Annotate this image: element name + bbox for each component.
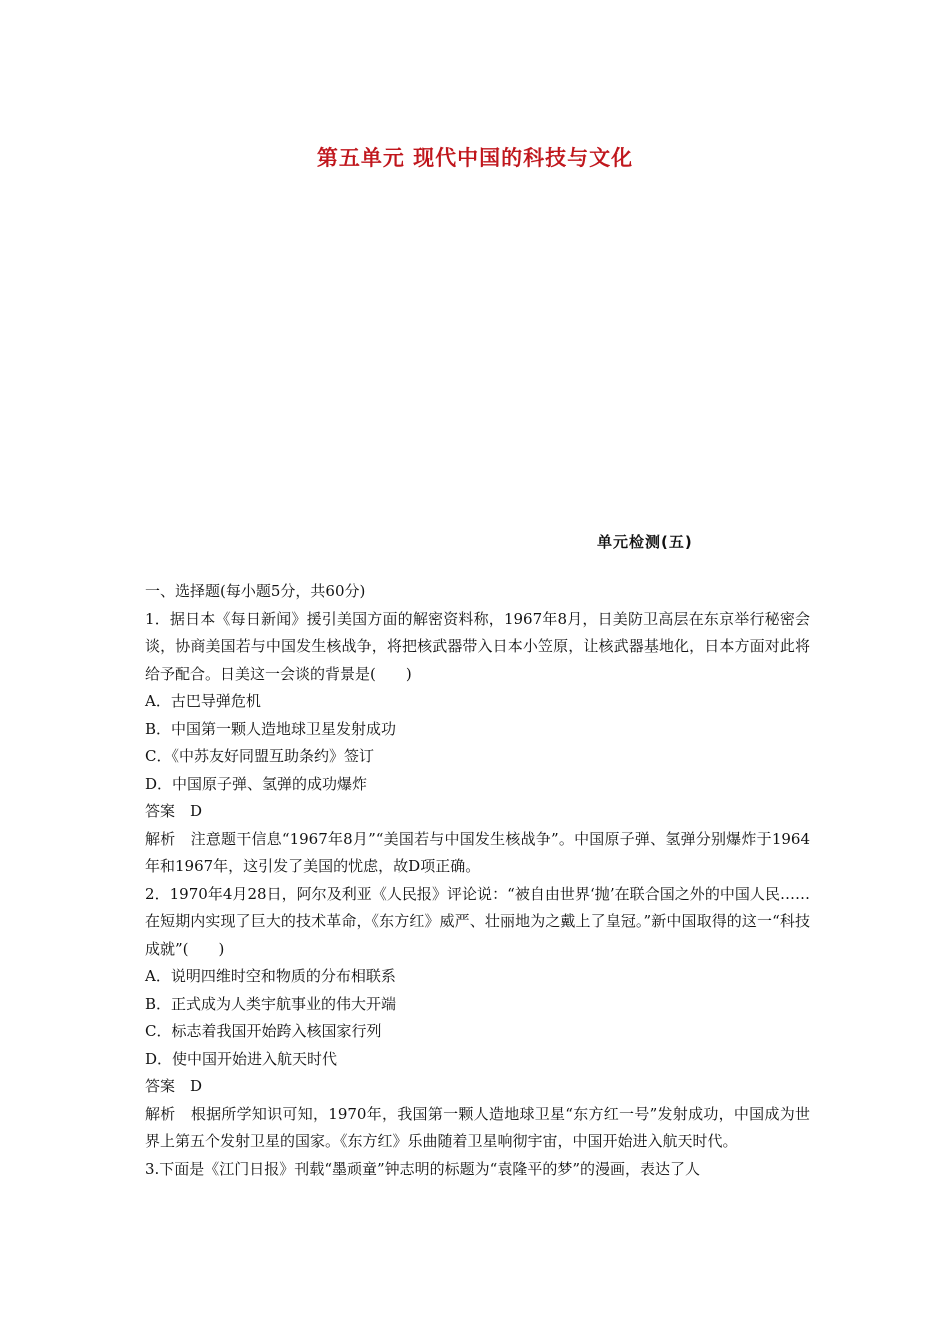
question-1-analysis: 解析 注意题干信息“1967年8月”“美国若与中国发生核战争”。中国原子弹、氢弹分别爆炸于1964年和1967年，这引发了美国的忧虑，故D项正确。 [145,829,810,875]
question-2-stem: 2．1970年4月28日，阿尔及利亚《人民报》评论说：“被自由世界‘抛’在联合国之外的中国人民……在短期内实现了巨大的技术革命，《东方红》威严、壮丽地为之戴上了皇冠。”新中国取得的这一“科技成就”( ) [145,884,810,958]
question-3-stem: 3.下面是《江门日报》刊载“墨顽童”钟志明的标题为“袁隆平的梦”的漫画，表达了人 [145,1159,700,1178]
unit-test-label: 单元检测(五) [597,533,693,551]
question-2-option-a: A．说明四维时空和物质的分布相联系 [145,967,396,985]
question-2-option-b: B．正式成为人类宇航事业的伟大开端 [145,994,397,1013]
document-body [145,578,810,1183]
question-2-option-c: C．标志着我国开始跨入核国家行列 [145,1022,382,1040]
question-1-option-c: C．《中苏友好同盟互助条约》签订 [145,747,374,765]
question-1-answer: 答案 D [145,802,203,820]
section-heading: 一、选择题(每小题5分，共60分) [145,582,366,600]
question-1-option-d: D．中国原子弹、氢弹的成功爆炸 [145,774,368,793]
question-2-option-d: D．使中国开始进入航天时代 [145,1049,338,1068]
question-1-option-a: A．古巴导弹危机 [145,692,261,710]
question-1-option-b: B．中国第一颗人造地球卫星发射成功 [145,719,397,738]
question-2-analysis: 解析 根据所学知识可知，1970年，我国第一颗人造地球卫星“东方红一号”发射成功，中国成为世界上第五个发射卫星的国家。《东方红》乐曲随着卫星响彻宇宙，中国开始进入航天时代。 [145,1104,810,1150]
question-2-answer: 答案 D [145,1077,203,1095]
page-title: 第五单元 现代中国的科技与文化 [316,146,634,170]
question-1-stem: 1．据日本《每日新闻》援引美国方面的解密资料称，1967年8月，日美防卫高层在东京举行秘密会谈，协商美国若与中国发生核战争，将把核武器带入日本小笠原，让核武器基地化，日本方面对此将给予配合。日美这一会谈的背景是( ) [145,609,810,683]
